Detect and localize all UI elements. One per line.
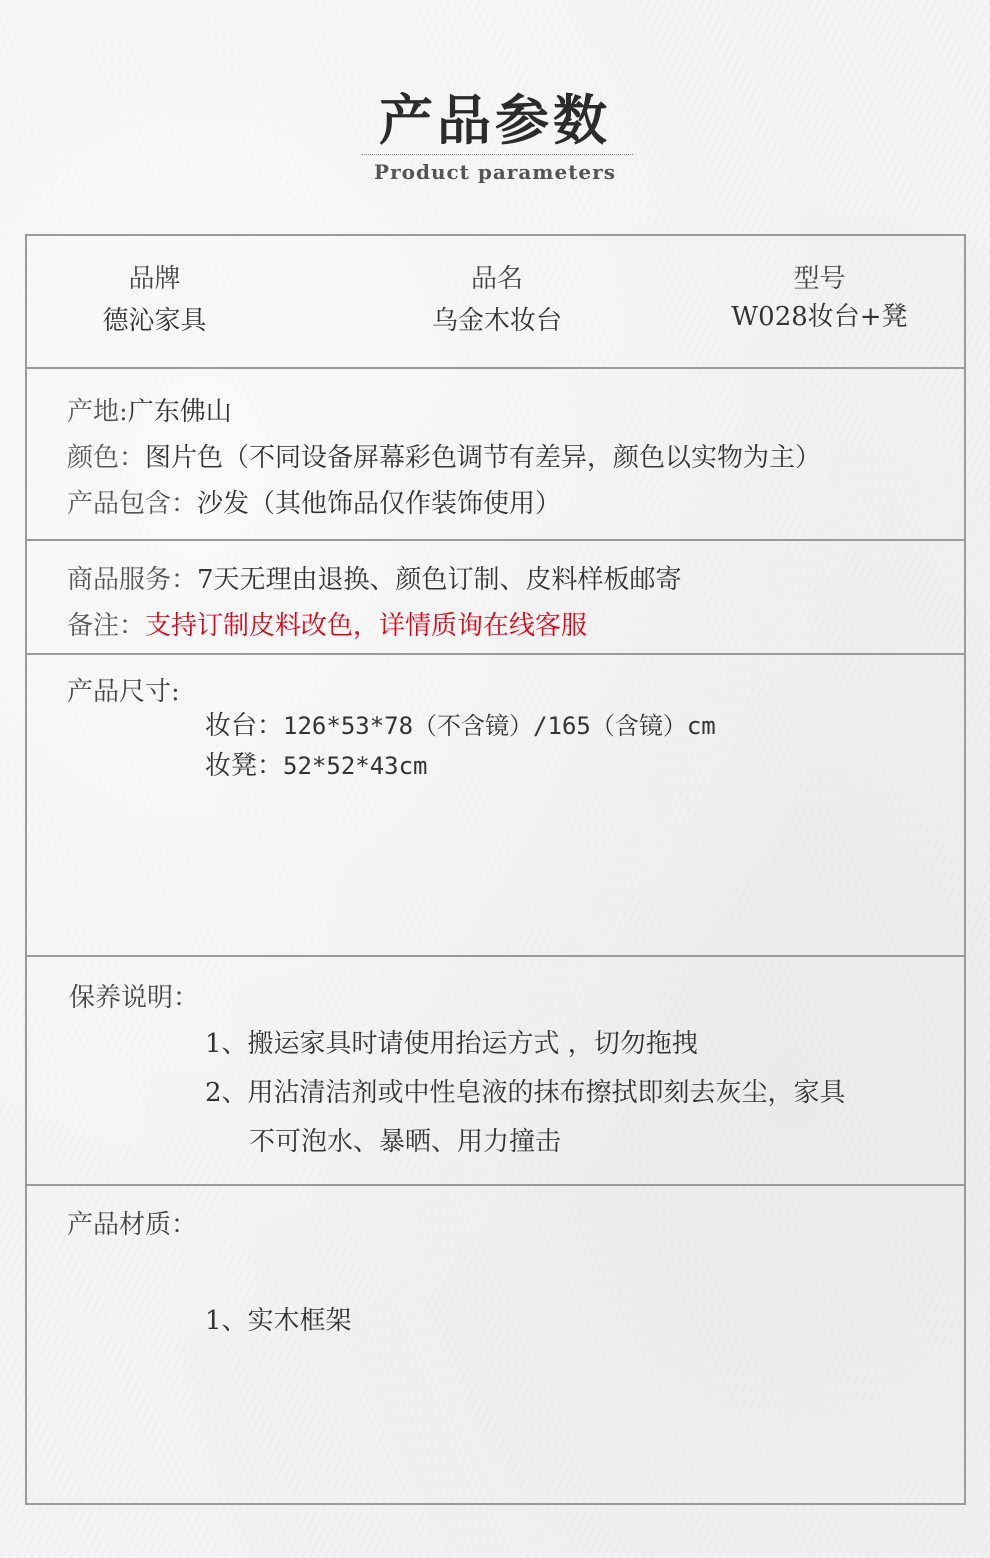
includes-label: 产品包含： (67, 489, 198, 519)
parameters-table (25, 234, 966, 1505)
color-value: 图片色（不同设备屏幕彩色调节有差异，颜色以实物为主） (145, 443, 822, 473)
product-name-label: 品名 (470, 264, 523, 294)
dresser-label: 妆台： (205, 711, 284, 741)
color-label: 颜色： (67, 443, 146, 473)
product-name-value: 乌金木妆台 (431, 306, 562, 336)
model-value: W028妆台+凳 (731, 302, 908, 332)
size-label: 产品尺寸: (67, 677, 180, 707)
dresser-size-value: 126*53*78（不含镜）/165（含镜）cm (283, 712, 716, 740)
size-line-stool (205, 745, 428, 782)
origin-label: 产地: (67, 397, 128, 427)
material-item-1: 1、实木框架 (205, 1306, 352, 1336)
brand-label: 品牌 (128, 264, 181, 294)
origin-line (67, 391, 232, 428)
size-row (27, 655, 964, 957)
care-item-2: 2、用沾清洁剂或中性皂液的抹布擦拭即刻去灰尘，家具 (205, 1078, 846, 1108)
brand-value: 德沁家具 (102, 306, 207, 336)
color-line (67, 437, 821, 474)
care-row (27, 957, 964, 1186)
page-subtitle: Product parameters (374, 160, 616, 184)
product-name-cell (402, 258, 592, 342)
material-label: 产品材质： (67, 1210, 198, 1240)
page-title: 产品参数 (379, 89, 611, 152)
model-label: 型号 (793, 264, 846, 294)
note-value: 支持订制皮料改色，详情质询在线客服 (145, 611, 588, 641)
origin-value: 广东佛山 (127, 397, 232, 427)
service-value: 7天无理由退换、颜色订制、皮料样板邮寄 (197, 565, 682, 595)
size-line-dresser (205, 705, 716, 742)
includes-line (67, 483, 561, 520)
title-divider (361, 154, 633, 155)
note-label: 备注： (67, 611, 146, 641)
origin-color-row (27, 369, 964, 541)
stool-label: 妆凳： (205, 751, 284, 781)
care-label: 保养说明： (69, 983, 200, 1013)
note-line (67, 605, 587, 642)
includes-value: 沙发（其他饰品仅作装饰使用） (197, 489, 562, 519)
material-row (27, 1186, 964, 1503)
care-item-1: 1、搬运家具时请使用抬运方式 ，切勿拖拽 (205, 1029, 698, 1059)
service-row (27, 541, 964, 655)
basic-info-row (27, 236, 964, 369)
care-item-2-cont: 不可泡水、暴晒、用力撞击 (249, 1127, 562, 1157)
model-cell (727, 258, 912, 338)
page-header (0, 0, 990, 230)
service-line (67, 559, 682, 596)
service-label: 商品服务： (67, 565, 198, 595)
brand-cell (77, 258, 232, 342)
stool-size-value: 52*52*43cm (283, 752, 428, 780)
